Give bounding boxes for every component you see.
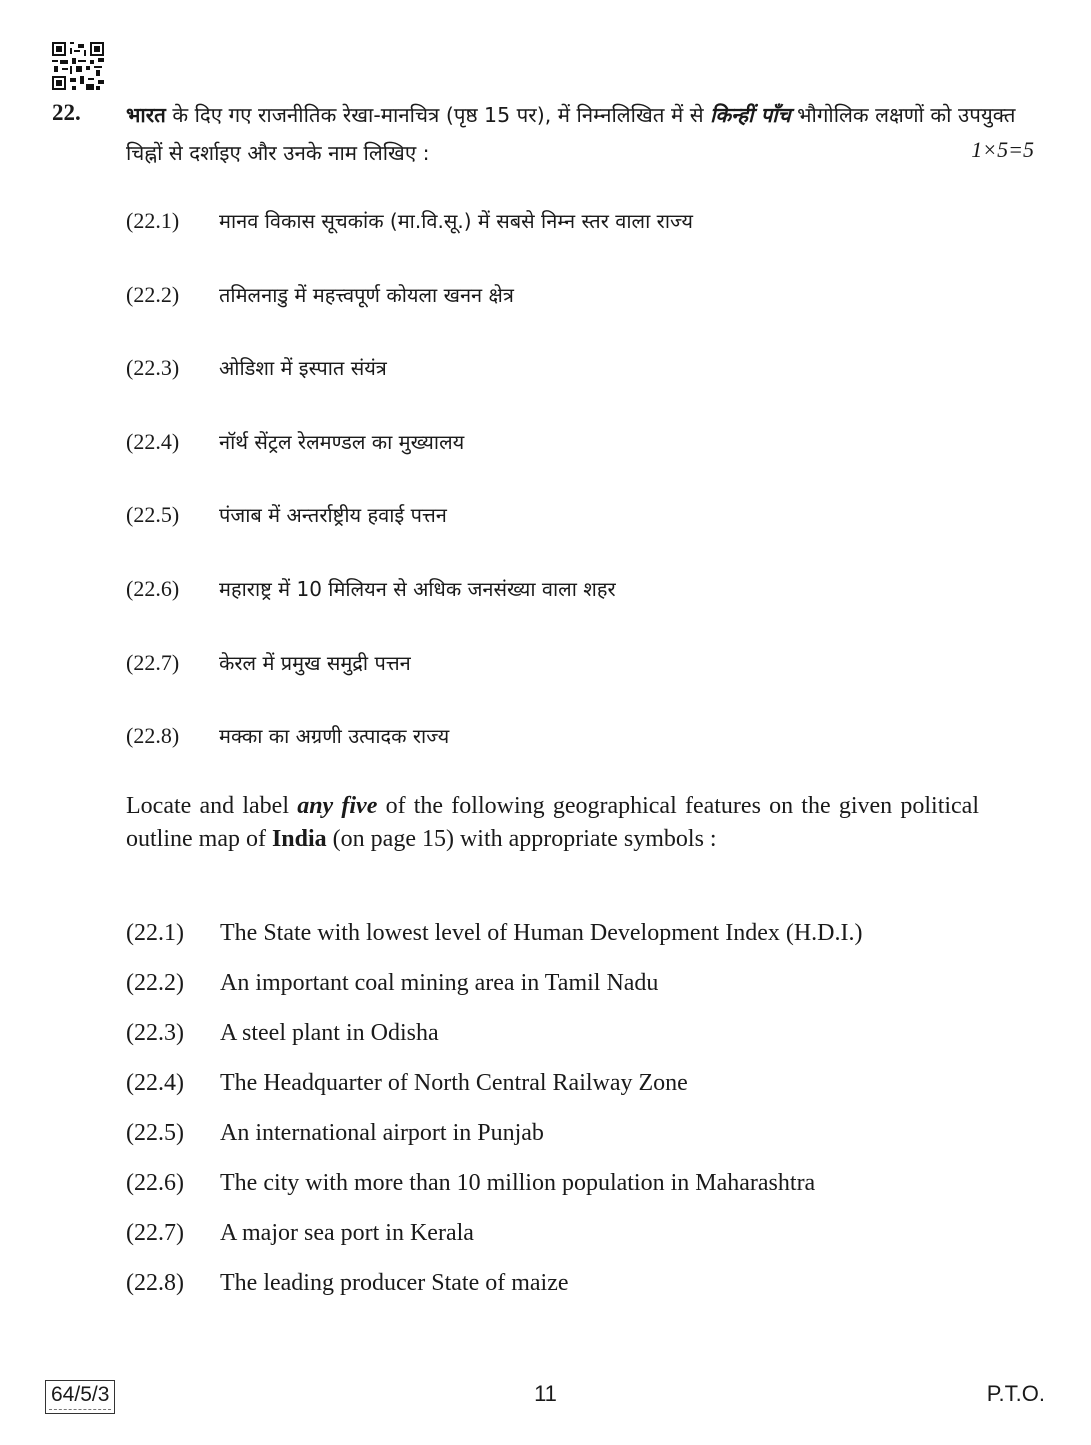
intro-english-country: India <box>271 826 327 852</box>
intro-english-text: Locate and label <box>126 793 298 819</box>
intro-hindi-country: भारत <box>126 103 166 127</box>
item-text: The city with more than 10 million population in Maharashtra <box>220 1170 816 1196</box>
item-number: (22.4) <box>126 428 180 454</box>
list-item <box>126 203 693 277</box>
item-number: (22.2) <box>126 970 184 996</box>
intro-hindi-text: के दिए गए राजनीतिक रेखा-मानचित्र (पृष्ठ 15 पर), में निम्नलिखित में से <box>165 103 711 127</box>
english-items-list <box>126 916 863 1316</box>
item-text: ओडिशा में इस्पात संयंत्र <box>219 356 387 381</box>
intro-english-emphasis: any five <box>297 793 378 819</box>
pto-label: P.T.O. <box>986 1381 1045 1406</box>
question-intro-hindi <box>126 96 1034 172</box>
item-number: (22.4) <box>126 1070 184 1096</box>
item-number: (22.5) <box>126 1120 184 1146</box>
hindi-items-list <box>126 203 693 792</box>
list-item <box>126 424 693 498</box>
item-number: (22.1) <box>126 920 184 946</box>
item-text: An important coal mining area in Tamil Nadu <box>220 970 659 996</box>
list-item <box>126 1066 863 1116</box>
item-text: महाराष्ट्र में 10 मिलियन से अधिक जनसंख्या वाला शहर <box>219 576 616 601</box>
intro-english-text-mid: of the following geographical features on the given political outline map of <box>126 793 979 852</box>
list-item <box>126 718 693 792</box>
page-number: 11 <box>534 1381 557 1406</box>
item-text: तमिलनाडु में महत्त्वपूर्ण कोयला खनन क्षेत्र <box>219 282 514 307</box>
list-item <box>126 497 693 571</box>
item-text: A major sea port in Kerala <box>220 1220 474 1246</box>
list-item <box>126 645 693 719</box>
list-item <box>126 350 693 424</box>
list-item <box>126 571 693 645</box>
item-text: नॉर्थ सेंट्रल रेलमण्डल का मुख्यालय <box>219 429 465 454</box>
item-number: (22.1) <box>126 208 180 233</box>
item-number: (22.7) <box>126 649 180 675</box>
intro-hindi-text-end: भौगोलिक लक्षणों को उपयुक्त चिह्नों से दर्शाइए और उनके नाम लिखिए : <box>126 103 1016 165</box>
list-item <box>126 1216 863 1266</box>
item-text: मानव विकास सूचकांक (मा.वि.सू.) में सबसे निम्न स्तर वाला राज्य <box>219 209 694 233</box>
item-text: मक्का का अग्रणी उत्पादक राज्य <box>219 724 450 749</box>
list-item <box>126 1016 863 1066</box>
paper-code-divider <box>49 1409 111 1410</box>
list-item <box>126 1166 863 1216</box>
intro-hindi-emphasis: किन्हीं पाँच <box>710 103 791 127</box>
list-item <box>126 1116 863 1166</box>
item-number: (22.7) <box>126 1220 184 1246</box>
list-item <box>126 966 863 1016</box>
item-text: केरल में प्रमुख समुद्री पत्तन <box>219 650 411 675</box>
item-text: The Headquarter of North Central Railway Zone <box>220 1070 688 1096</box>
item-text: A steel plant in Odisha <box>220 1020 439 1046</box>
paper-code-text: 64/5/3 <box>51 1383 110 1406</box>
list-item <box>126 277 693 351</box>
item-text: An international airport in Punjab <box>220 1120 544 1146</box>
item-number: (22.3) <box>126 1020 184 1046</box>
item-text: The leading producer State of maize <box>220 1270 569 1296</box>
item-number: (22.6) <box>126 1170 184 1196</box>
item-number: (22.8) <box>126 723 180 749</box>
intro-english-text-end: (on page 15) with appropriate symbols : <box>326 826 717 852</box>
item-number: (22.3) <box>126 355 180 381</box>
item-text: पंजाब में अन्तर्राष्ट्रीय हवाई पत्तन <box>219 503 447 528</box>
qr-code-icon <box>52 42 104 90</box>
item-text: The State with lowest level of Human Development Index (H.D.I.) <box>220 920 863 946</box>
item-number: (22.5) <box>126 502 180 528</box>
list-item <box>126 1266 863 1316</box>
item-number: (22.2) <box>126 281 180 307</box>
question-number: 22. <box>52 100 81 125</box>
item-number: (22.8) <box>126 1270 184 1296</box>
list-item <box>126 916 863 966</box>
question-intro-english <box>126 790 979 856</box>
item-number: (22.6) <box>126 575 180 601</box>
marks-allocation: 1×5=5 <box>971 137 1034 162</box>
